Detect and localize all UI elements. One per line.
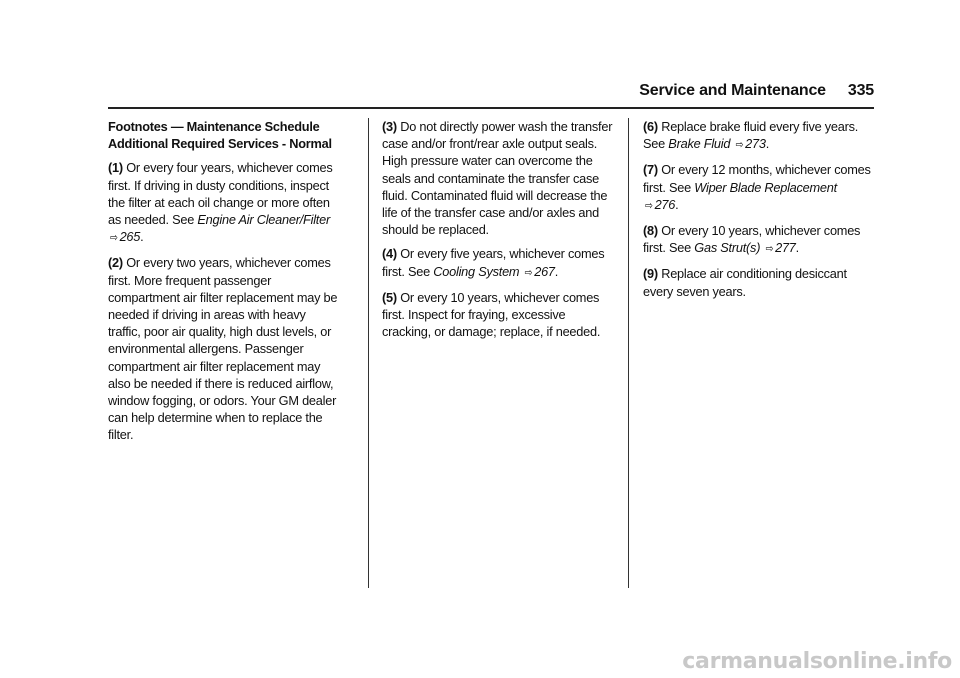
- footnote-text: Or every two years, whichever comes first. More frequent passenger compartment air filter replacement may be needed if driving in areas with heavy traffic, poor air quality, high dust levels, or environmental allergens. Passenger compartment air filter replacement may also be needed if there is reduced airflow, window fogging, or odors. Your GM dealer can help determine when to replace the filter.: [108, 255, 338, 443]
- cross-reference-link[interactable]: Engine Air Cleaner/Filter: [197, 212, 330, 228]
- footnote-6: [643, 118, 875, 154]
- cross-reference-link[interactable]: Wiper Blade Replacement: [694, 179, 837, 195]
- cross-reference-link[interactable]: Gas Strut(s): [694, 240, 761, 256]
- footnote-tail: .: [554, 263, 559, 279]
- footnote-1: [108, 159, 340, 247]
- cross-reference-link[interactable]: Brake Fluid: [668, 136, 731, 152]
- watermark: carmanualsonline.info: [682, 649, 952, 674]
- footnote-number: (2): [108, 255, 123, 271]
- footnote-number: (6): [643, 119, 658, 134]
- column-1: [108, 118, 340, 451]
- footnote-5: [382, 289, 614, 341]
- page-number: 335: [847, 82, 874, 99]
- footnote-text: Replace brake fluid every five years. See: [643, 119, 859, 152]
- footnote-8: [643, 222, 875, 258]
- column-divider: [628, 118, 629, 588]
- page-reference[interactable]: 273: [745, 136, 766, 152]
- page-reference[interactable]: 265: [119, 229, 141, 245]
- arrow-icon: ⇨: [644, 199, 653, 212]
- footnote-9: [643, 265, 875, 299]
- footnote-tail: .: [675, 196, 679, 212]
- footnote-number: (1): [108, 160, 123, 176]
- arrow-icon: ⇨: [735, 139, 744, 152]
- page-reference[interactable]: 267: [534, 263, 555, 279]
- header-rule: [108, 107, 874, 109]
- footnote-number: (7): [643, 162, 658, 178]
- footnotes-title-line2: Additional Required Services - Normal: [108, 136, 332, 152]
- footnote-text: Or every four years, whichever comes first. If driving in dusty conditions, inspect the filter at each oil change or more often as needed. See: [108, 160, 333, 228]
- column-2: [382, 118, 614, 347]
- column-divider: [368, 118, 369, 588]
- footnote-3: [382, 118, 614, 238]
- arrow-icon: ⇨: [765, 243, 774, 256]
- footnote-text: Or every 10 years, whichever comes first. See: [643, 223, 861, 256]
- footnote-number: (4): [382, 246, 397, 262]
- arrow-icon: ⇨: [524, 266, 533, 279]
- cross-reference-link[interactable]: Cooling System: [433, 263, 520, 279]
- footnote-number: (9): [643, 266, 658, 282]
- footnote-tail: .: [140, 229, 144, 245]
- page-reference[interactable]: 276: [654, 196, 676, 212]
- column-3: [643, 118, 875, 307]
- footnote-number: (8): [643, 223, 658, 239]
- footnotes-title-line1: Footnotes — Maintenance Schedule: [108, 119, 320, 134]
- footnotes-title: [108, 118, 340, 152]
- footnote-text: Or every 10 years, whichever comes first. Inspect for fraying, excessive cracking, or damage; replace, if needed.: [382, 289, 601, 340]
- footnote-number: (5): [382, 289, 397, 305]
- section-title: Service and Maintenance: [639, 82, 826, 99]
- footnote-2: [108, 254, 340, 443]
- arrow-icon: ⇨: [109, 232, 118, 245]
- footnote-text: Or every 12 months, whichever comes first. See: [643, 162, 871, 195]
- page-header: [639, 82, 874, 100]
- footnote-text: Do not directly power wash the transfer case and/or front/rear axle output seals. High pressure water can overcome the seals and contaminate the transfer case fluid. Contaminated fluid will decrease the life of the transfer case and/or axles and should be replaced.: [382, 119, 613, 238]
- footnote-number: (3): [382, 119, 397, 134]
- footnote-text: Replace air conditioning desiccant every seven years.: [643, 266, 847, 299]
- footnote-7: [643, 161, 875, 215]
- footnote-tail: .: [795, 240, 799, 256]
- page-reference[interactable]: 277: [775, 240, 796, 256]
- footnote-text: Or every five years, whichever comes first. See: [382, 246, 605, 279]
- footnote-tail: .: [765, 136, 770, 152]
- footnote-4: [382, 245, 614, 281]
